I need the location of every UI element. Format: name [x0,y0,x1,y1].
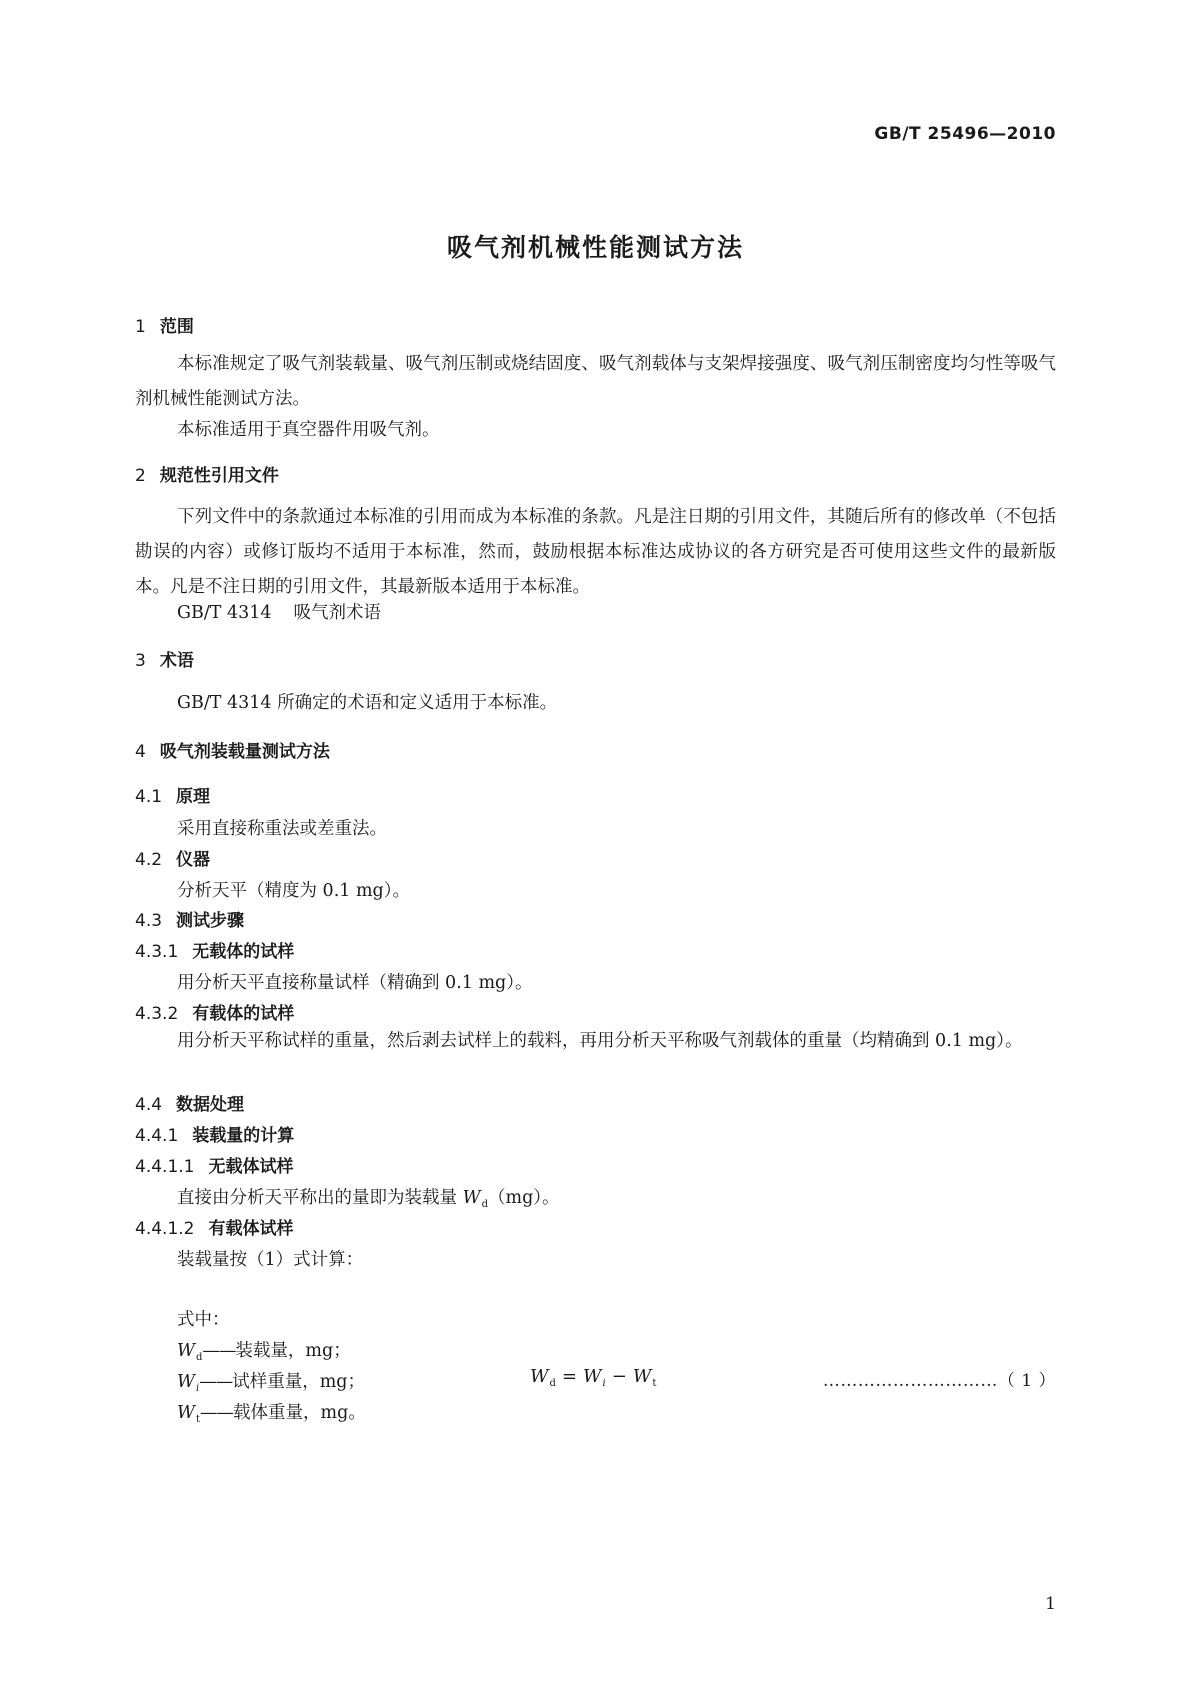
section-title: 吸气剂装载量测试方法 [159,742,330,762]
section-4-2-text: 分析天平（精度为 0.1 mg）。 [177,881,411,901]
section-1-heading [135,312,194,337]
section-title: 术语 [159,651,194,671]
formula-term-1-subscript: i [602,1378,606,1389]
section-number: 3 [135,651,146,671]
normative-reference [177,599,381,624]
section-number: 4.3.1 [135,942,179,962]
dot-leader: ………………………… [822,1371,998,1391]
section-4-3-1-heading [135,937,294,962]
section-4-4-1-2-text: 装载量按（1）式计算： [177,1250,364,1270]
variable-subscript: i [196,1383,200,1394]
text-after: （mg）。 [487,1188,560,1208]
where-item [177,1399,366,1424]
variable-description: 试样重量，mg； [232,1372,365,1392]
section-4-3-2-text: 用分析天平称试样的重量，然后剥去试样上的载料，再用分析天平称吸气剂载体的重量（均精确到 0.1 mg）。 [177,1031,1023,1051]
section-number: 4.4 [135,1095,163,1115]
section-3-paragraph-1: GB/T 4314 所确定的术语和定义适用于本标准。 [177,693,558,713]
section-number: 4 [135,742,146,762]
variable-w: W [177,1341,195,1361]
section-title: 装载量的计算 [192,1126,295,1146]
section-4-heading [135,737,330,762]
section-4-2-heading [135,845,210,870]
section-title: 测试步骤 [176,911,245,931]
standard-code: GB/T 25496—2010 [874,124,1056,144]
where-label: 式中： [177,1310,230,1330]
section-title: 原理 [176,787,211,807]
where-item [177,1368,365,1393]
where-item [177,1337,351,1362]
variable-subscript: d [481,1199,488,1210]
formula-1 [530,1366,656,1387]
section-4-3-1-text: 用分析天平直接称量试样（精确到 0.1 mg）。 [177,973,533,993]
section-4-1-heading [135,782,210,807]
page-number: 1 [1045,1594,1056,1614]
definition-dash: —— [199,1372,233,1392]
section-title: 有载体的试样 [192,1004,295,1024]
variable-subscript: t [196,1414,201,1425]
section-title: 无载体的试样 [192,942,295,962]
section-title: 仪器 [176,850,211,870]
section-4-1-text: 采用直接称重法或差重法。 [177,819,387,839]
section-2-heading [135,461,279,486]
variable-w: W [462,1188,481,1208]
section-2-paragraph-1: 下列文件中的条款通过本标准的引用而成为本标准的条款。凡是注日期的引用文件，其随后所有的修改单（不包括勘误的内容）或修订版均不适用于本标准，然而，鼓励根据本标准达成协议的各方研究是否可使用这些文件的最新版本。凡是不注日期的引用文件，其最新版本适用于本标准。 [135,507,1056,597]
section-number: 4.1 [135,787,163,807]
definition-dash: —— [202,1341,236,1361]
variable-description: 载体重量，mg。 [233,1403,366,1423]
section-number: 1 [135,317,146,337]
section-4-4-1-1-text [177,1184,560,1209]
section-title: 有载体试样 [208,1219,294,1239]
section-4-3-2-heading [135,999,294,1024]
section-title: 数据处理 [176,1095,245,1115]
reference-name: 吸气剂术语 [293,603,382,623]
formula-term-2-subscript: t [652,1378,657,1389]
section-4-3-heading [135,906,244,931]
section-3-heading [135,646,194,671]
section-number: 4.3 [135,911,163,931]
section-4-4-1-heading [135,1121,294,1146]
section-number: 4.2 [135,850,163,870]
definition-dash: —— [200,1403,234,1423]
section-number: 4.4.1.2 [135,1219,195,1239]
variable-subscript: d [196,1352,203,1363]
formula-lhs-subscript: d [549,1378,556,1389]
document-title: 吸气剂机械性能测试方法 [446,233,744,262]
section-4-4-1-1-heading [135,1152,293,1177]
equals-sign: = [561,1366,578,1387]
minus-sign: − [611,1366,627,1387]
reference-code: GB/T 4314 [177,603,272,623]
equation-number [823,1366,1056,1391]
formula-term-1: W [583,1366,602,1387]
variable-w: W [177,1372,195,1392]
section-number: 4.4.1.1 [135,1157,195,1177]
variable-w: W [177,1403,195,1423]
text-before: 直接由分析天平称出的量即为装载量 [177,1188,463,1208]
section-4-4-heading [135,1090,244,1115]
variable-description: 装载量，mg； [235,1341,351,1361]
section-1-paragraph-2: 本标准适用于真空器件用吸气剂。 [177,420,440,440]
section-title: 无载体试样 [208,1157,294,1177]
section-4-4-1-2-heading [135,1214,293,1239]
section-title: 范围 [159,317,194,337]
section-number: 4.4.1 [135,1126,179,1146]
section-title: 规范性引用文件 [159,466,279,486]
formula-term-2: W [632,1366,652,1387]
section-number: 4.3.2 [135,1004,179,1024]
formula-lhs: W [530,1366,549,1387]
section-1-paragraph-1: 本标准规定了吸气剂装载量、吸气剂压制或烧结固度、吸气剂载体与支架焊接强度、吸气剂压制密度均匀性等吸气剂机械性能测试方法。 [135,354,1056,409]
section-number: 2 [135,466,146,486]
equation-label: （ 1 ） [997,1371,1056,1391]
